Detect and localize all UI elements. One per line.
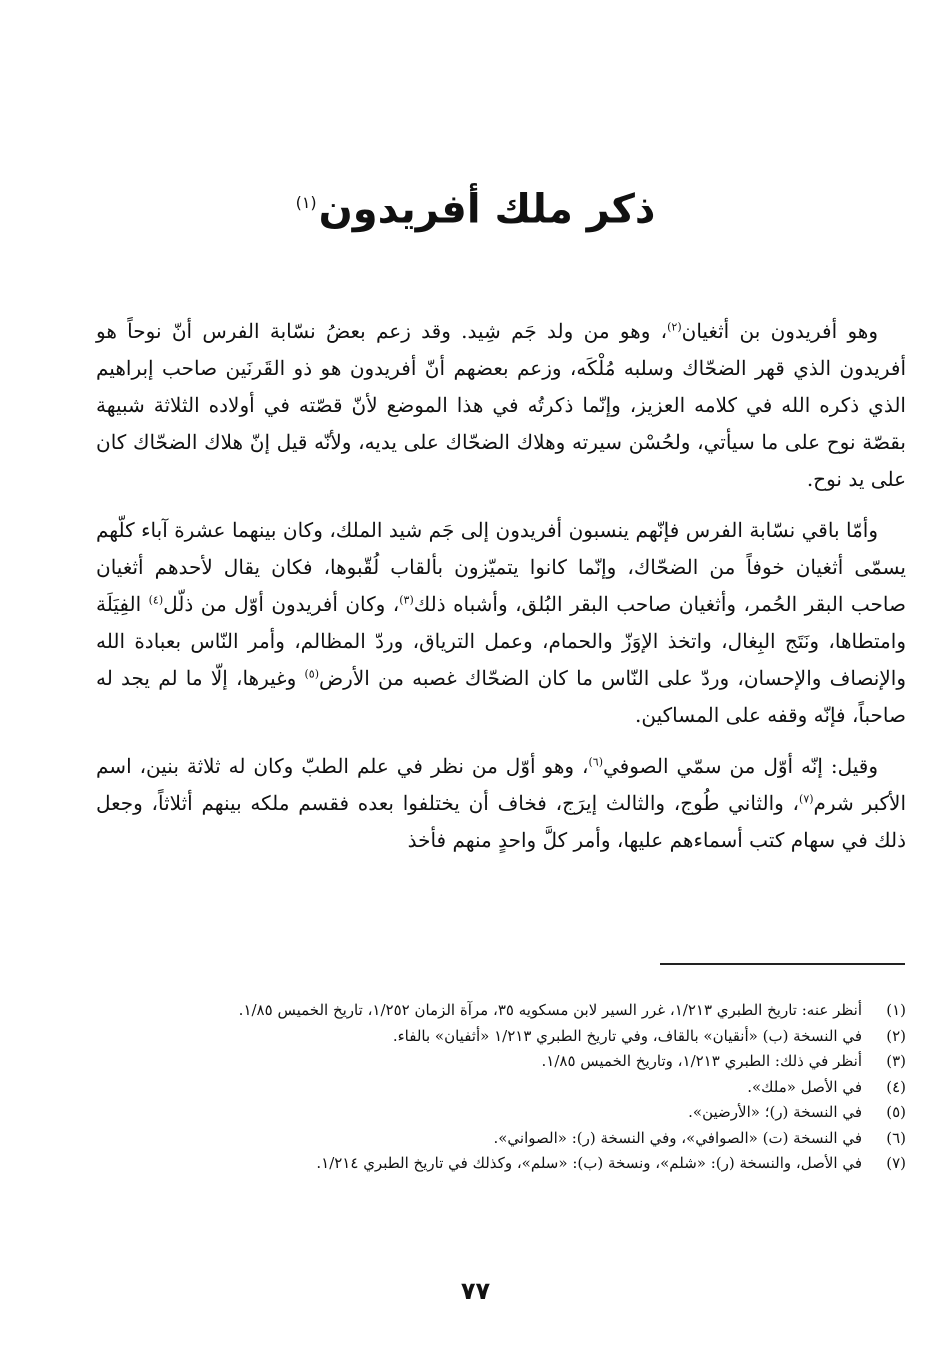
footnote-text: في النسخة (ب) «أنقيان» بالقاف، وفي تاريخ الطبري ١/٢١٣ «أثفيان» بالفاء. (392, 1026, 862, 1045)
footnote-text: في النسخة (ت) «الصوافي»، وفي النسخة (ر): «الصواني». (493, 1128, 862, 1147)
paragraph-text: ، والثاني طُوج، والثالث إيرَج، فخاف أن يختلفوا بعده فقسم ملكه بينهم أثلاثاً، وجعل ذلك في سهام كتب أسماءهم عليها، وأمر كلَّ واحدٍ منهم فأخذ (96, 791, 906, 852)
footnote-ref[interactable]: (٤) (148, 593, 164, 607)
footnote-text: في الأصل «ملك». (747, 1077, 862, 1096)
chapter-title (0, 168, 951, 244)
body-text (96, 313, 906, 873)
paragraph-text: ، وكان أفريدون أوّل من ذلّل (163, 592, 400, 616)
footnote-separator (660, 963, 905, 965)
paragraph-text: وقيل: إنّه أوّل من سمّي الصوفي (602, 754, 878, 778)
footnote-text: أنظر عنه: تاريخ الطبري ١/٢١٣، غرر السير لابن مسكويه ٣٥، مرآة الزمان ١/٢٥٢، تاريخ الخميس ١/٨٥. (238, 1001, 862, 1019)
chapter-title-text: ذكر ملك أفريدون (318, 186, 656, 233)
paragraph-text: وهو أفريدون بن أثغيان (681, 319, 878, 343)
footnote (100, 1049, 906, 1075)
paragraph-text: ، وهو أوّل من نظر في علم الطبّ وكان له ثلاثة بنين، اسم الأكبر شرم (96, 754, 907, 815)
footnote-ref[interactable]: (٥) (304, 667, 319, 681)
page-number: ٧٧ (460, 1277, 491, 1305)
footnote-ref[interactable]: (٢) (667, 320, 682, 334)
chapter-title-footnote-ref: (١) (295, 193, 317, 212)
footnote-number: (٣) (886, 1052, 906, 1070)
paragraph-text: وغيرها، إلّا ما لم يجد له صاحباً، فإنّه وقفه على المساكين. (96, 666, 906, 727)
footnote-number: (٤) (886, 1077, 906, 1096)
footnote (100, 1100, 906, 1126)
footnote (100, 1126, 906, 1152)
footnote-text: في الأصل، والنسخة (ر): «شلم»، ونسخة (ب): «سلم»، وكذلك في تاريخ الطبري ١/٢١٤. (316, 1154, 862, 1172)
footnote-number: (٦) (886, 1128, 906, 1147)
footnote-number: (٢) (886, 1026, 906, 1045)
footnote-ref[interactable]: (٦) (588, 755, 603, 769)
paragraph (96, 748, 906, 859)
footnote-text: في النسخة (ر)؛ «الأرضين». (688, 1103, 862, 1121)
footnote-number: (١) (886, 1001, 906, 1019)
footnote (100, 1151, 906, 1177)
paragraph-text: وأمّا باقي نسّابة الفرس فإنّهم ينسبون أفريدون إلى جَم شيد الملك، وكان بينهما عشرة آباء كلّهم يسمّى أثغيان خوفاً من الضحّاك، وإنّما كانوا يتميّزون بألقاب لُقّبوها، فكان يقال لأحدهم أثغيان صاحب البقر الحُمر، وأثغيان صاحب البقر البُلق، وأشباه ذلك (96, 518, 906, 616)
footnote-number: (٥) (886, 1103, 906, 1121)
footnote-ref[interactable]: (٧) (799, 792, 814, 806)
footnote-number: (٧) (886, 1154, 906, 1172)
paragraph (96, 313, 906, 498)
footnote (100, 1075, 906, 1101)
footnote (100, 998, 906, 1024)
paragraph (96, 512, 906, 734)
footnote (100, 1024, 906, 1050)
footnote-text: أنظر في ذلك: الطبري ١/٢١٣، وتاريخ الخميس ١/٨٥. (541, 1052, 862, 1070)
footnote-ref[interactable]: (٣) (399, 593, 414, 607)
footnotes (100, 998, 906, 1177)
paragraph-text: الفِيَلَة وامتطاها، ونَتَج البِغال، واتخذ الإوَزّ والحمام، وعمل الترياق، وردّ المظالم، وأمر النّاس بعبادة الله والإنصاف والإحسان، وردّ على النّاس ما كان الضحّاك غصبه من الأرض (96, 592, 906, 690)
paragraph-text: ، وهو من ولد جَم شِيد. وقد زعم بعضُ نسّابة الفرس أنّ نوحاً هو أفريدون الذي قهر الضحّاك وسلبه مُلْكَه، وزعم بعضهم أنّ أفريدون هو ذو القَرنَين صاحب إبراهيم الذي ذكره الله في كلامه العزيز، وإنّما ذكرتُه في هذا الموضع لأنّ قصّته في أولاده الثلاثة شبيهة بقصّة نوح على ما سيأتي، ولحُسْن سيرته وهلاك الضحّاك على يديه، ولأنّه قيل إنّ هلاك الضحّاك كان على يد نوح. (96, 319, 906, 491)
